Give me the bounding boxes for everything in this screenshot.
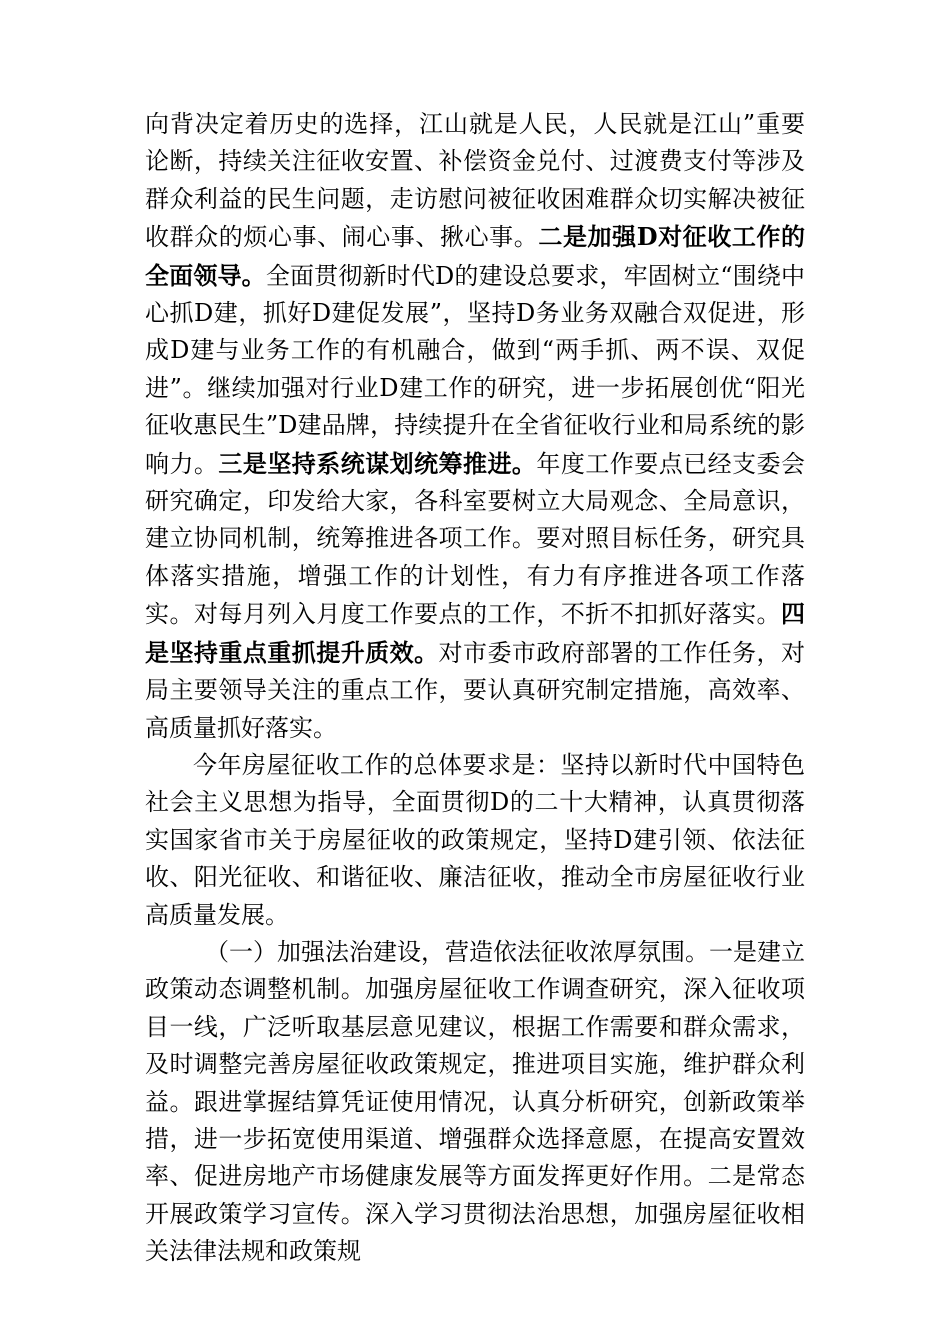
- text-run: 一是建立政策动态调整机制。加强房屋征收工作调查研究，深入征收项目一线，广泛听取基层意见建议，根据工作需要和群众需求，及时调整完善房屋征收政策规定，推进项目实施，维护群众利益。跟进掌握结算凭证使用情况，认真分析研究，创新政策举措，进一步拓宽使用渠道、增强群众选择意愿，在提高安置效率、促进房地产市场健康发展等方面发挥更好作用。二是常态开展政策学习宣传。深入学习贯彻法治思想，加强房屋征收相关法律法规和政策规: [145, 937, 805, 1266]
- text-run: 今年房屋征收工作的总体要求是：坚持以新时代中国特色社会主义思想为指导，全面贯彻D的二十大精神，认真贯彻落实国家省市关于房屋征收的政策规定，坚持D建引领、依法征收、阳光征收、和谐征收、廉洁征收，推动全市房屋征收行业高质量发展。: [145, 750, 805, 929]
- paragraph-2: [145, 747, 805, 934]
- text-run: 对市委市政府部署的工作任务，对局主要领导关注的重点工作，要认真研究制定措施，高效率、高质量抓好落实。: [145, 638, 806, 742]
- text-run: 年度工作要点已经支委会研究确定，印发给大家，各科室要树立大局观念、全局意识，建立协同机制，统筹推进各项工作。要对照目标任务，研究具体落实措施，增强工作的计划性，有力有序推进各项工作落实。对每月列入月度工作要点的工作，不折不扣抓好落实。: [145, 449, 806, 629]
- document-body: [145, 106, 805, 1271]
- text-run: 全面贯彻新时代D的建设总要求，牢固树立“围绕中心抓D建，抓好D建促发展”，坚持D务业务双融合双促进，形成D建与业务工作的有机融合，做到“两手抓、两不误、双促进”。继续加强对行业D建工作的研究，进一步拓展创优“阳光征收惠民生”D建品牌，持续提升在全省征收行业和局系统的影响力。: [145, 261, 806, 478]
- heading-run-3: 三是坚持系统谋划统筹推进。: [218, 448, 537, 478]
- paragraph-3: [145, 934, 805, 1271]
- heading-run-2: 二是加强D对征收工作的全面领导。: [145, 222, 806, 290]
- text-run: 向背决定着历史的选择，江山就是人民，人民就是江山”重要论断，持续关注征收安置、补偿资金兑付、过渡费支付等涉及群众利益的民生问题，走访慰问被征收困难群众切实解决被征收群众的烦心事、闹心事、揪心事。: [145, 110, 805, 252]
- paragraph-1: [145, 106, 805, 747]
- heading-run-4: 四是坚持重点重抓提升质效。: [145, 599, 805, 667]
- section-heading: （一）加强法治建设，营造依法征收浓厚氛围。: [205, 937, 709, 966]
